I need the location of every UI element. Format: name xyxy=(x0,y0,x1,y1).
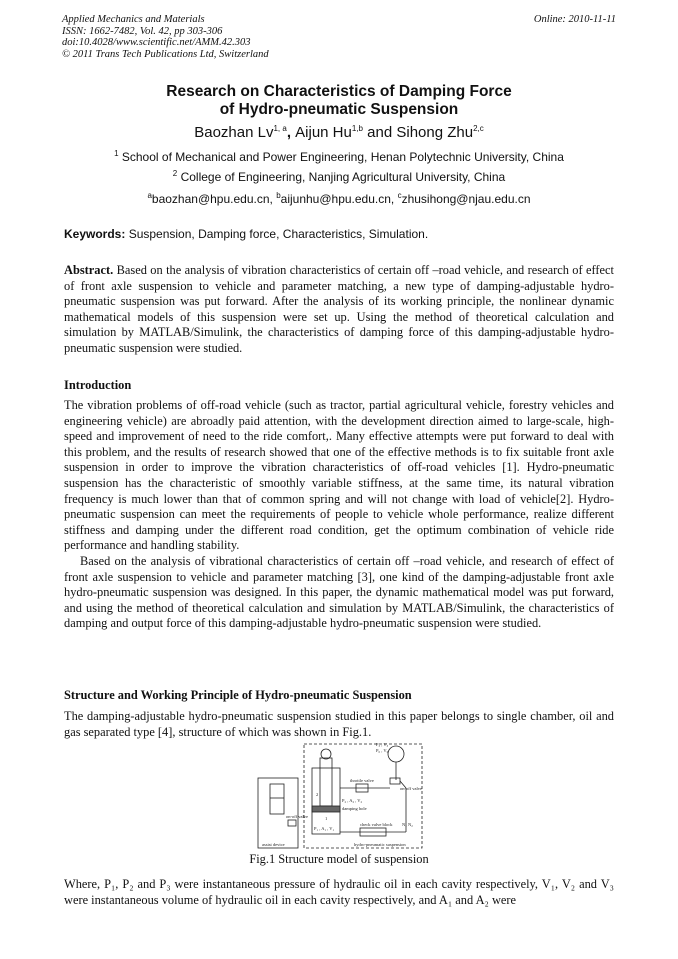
journal-name: Applied Mechanics and Materials xyxy=(62,14,205,25)
piston xyxy=(312,806,340,812)
title-line-2: of Hydro-pneumatic Suspension xyxy=(219,101,459,118)
email-text: aijunhu@hpu.edu.cn, xyxy=(280,192,398,206)
label-p0v0: P₀ , V₀ xyxy=(376,748,389,753)
figure-caption: Fig.1 Structure model of suspension xyxy=(249,852,429,866)
assist-cylinder xyxy=(270,784,284,814)
intro-paragraph-2: Based on the analysis of vibrational characteristics of certain off –road vehicle, and research of effect of front axle suspension to vehicle and parameter matching [3], one kind of the damping-adjustable front axle hydro-pneumatic suspension was designed. In this paper, the dynamic mathematical model was put forward, and using the method of theoretical calculation and simulation by MATLAB/Simulink, the characteristics of damping and output force of this damping-adjustable hydro-pneumatic suspension were studied. xyxy=(64,553,614,631)
email-text: zhusihong@njau.edu.cn xyxy=(401,192,531,206)
main-cylinder xyxy=(312,768,340,834)
author-name: Aijun Hu xyxy=(295,124,352,141)
doi-line: doi:10.4028/www.scientific.net/AMM.42.303 xyxy=(62,37,251,48)
abstract-label: Abstract. xyxy=(64,263,114,277)
label-damping: damping hole xyxy=(342,806,367,811)
author-sup: 1,b xyxy=(351,124,363,133)
email-sup: c xyxy=(397,191,402,200)
copyright-line: © 2011 Trans Tech Publications Ltd, Switzerland xyxy=(62,48,269,60)
label-throttle: throttle valve xyxy=(350,778,374,783)
keywords-text: Suspension, Damping force, Characteristics, Simulation. xyxy=(125,227,429,241)
author-sup: 2,c xyxy=(473,124,484,133)
onoff-valve-left xyxy=(288,820,296,826)
piston-rod xyxy=(320,758,332,806)
accumulator xyxy=(388,746,404,762)
author-sup: 1, a xyxy=(273,124,287,133)
email-sup: b xyxy=(276,191,281,200)
label-num1: 1 xyxy=(325,816,328,821)
intro-heading: Introduction xyxy=(64,378,132,392)
label-p1a1v1: P₁ , A₁ , V₁ xyxy=(314,826,335,831)
affiliation-1 xyxy=(0,150,678,164)
label-hydro: hydro-pneumatic suspension xyxy=(354,842,406,847)
label-p3v3: P₃ , V₃ xyxy=(376,742,389,747)
label-nn: N₁ N₂ xyxy=(402,822,413,827)
label-check: check valve block xyxy=(360,822,393,827)
email-line xyxy=(0,192,678,206)
issn-line: ISSN: 1662-7482, Vol. 42, pp 303-306 xyxy=(62,25,223,37)
onoff-valve-right xyxy=(390,778,400,784)
affiliation-text: School of Mechanical and Power Engineering, Henan Polytechnic University, China xyxy=(121,150,564,164)
label-onoff-left: on-off valve xyxy=(286,814,309,819)
author-name: Baozhan Lv xyxy=(194,124,274,141)
where-paragraph: Where, P₁, P₂ and P₃ were instantaneous pressure of hydraulic oil in each cavity respectively, V₁, V₂ and V₃ were instantaneous volume of hydraulic oil in each cavity respectively, and A₁ and A₂ were xyxy=(64,877,614,907)
figure-1-diagram xyxy=(256,740,426,853)
affiliation-text: College of Engineering, Nanjing Agricultural University, China xyxy=(180,170,506,184)
journal-header xyxy=(62,14,616,60)
affiliation-sup: 2 xyxy=(172,169,178,178)
affiliation-sup: 1 xyxy=(114,149,119,158)
abstract xyxy=(64,263,614,357)
author-separator: and xyxy=(362,124,397,141)
assist-device-box xyxy=(258,778,298,848)
structure-paragraph: The damping-adjustable hydro-pneumatic suspension studied in this paper belongs to single chamber, oil and gas separated type [4], structure of which was shown in Fig.1. xyxy=(64,709,614,739)
email-text: baozhan@hpu.edu.cn, xyxy=(151,192,277,206)
online-date: Online: 2010-11-11 xyxy=(533,14,616,25)
label-p2a2v2: P₂ , A₂ , V₂ xyxy=(342,798,363,803)
intro-paragraph-1: The vibration problems of off-road vehicle (such as tractor, partial agricultural vehicle, forestry vehicles and engineering vehicle) are abroadly paid attention, with the development direction aimed to large-scale, high-speed and improvement of need to the ride comfort,. Many effective attempts were put forward to deal with this problem, and the results of research showed that one of the effective methods is to fix suitable front axle suspension in order to improve the vibration characteristics of off-road vehicles [1]. Hydro-pneumatic suspension has the characteristic of smoothly variable stiffness, at the same time, its natural vibration frequency is much lower than that of common spring and will not change with load of vehicle[2]. Hydro-pneumatic suspension can meet the requirements of people to vehicle whole performance, realize different stiffness and damping under the different road condition, get the optimum combination of vehicle ride performance and handling stability. xyxy=(64,398,614,553)
abstract-text: Based on the analysis of vibration characteristics of certain off –road vehicle, and research of effect of front axle suspension to vehicle and parameter matching, a new type of damping-adjustable hydro-pneumatic suspension was put forward. After the analysis of its working principle, the nonlinear dynamic mathematical models of this suspension were set up. Using the method of theoretical calculation and simulation by MATLAB/Simulink, the characteristics of damping force of this damping-adjustable hydro-pneumatic suspension were studied. xyxy=(64,263,614,355)
intro-body xyxy=(64,398,614,632)
label-num2: 2 xyxy=(316,792,319,797)
keywords-label: Keywords: xyxy=(64,227,126,241)
email-sup: a xyxy=(147,191,152,200)
suspension-box xyxy=(304,744,422,848)
keywords xyxy=(64,227,614,243)
label-assist: assist device xyxy=(262,842,285,847)
structure-heading: Structure and Working Principle of Hydro-pneumatic Suspension xyxy=(64,688,412,702)
affiliation-2 xyxy=(0,170,678,184)
author-list xyxy=(0,124,678,141)
author-separator: , xyxy=(286,124,296,141)
rod-end xyxy=(321,749,331,759)
title-line-1: Research on Characteristics of Damping Force xyxy=(166,83,512,100)
author-name: Sihong Zhu xyxy=(396,124,474,141)
paper-title xyxy=(0,83,678,119)
label-onoff-right: on-off valve xyxy=(400,786,423,791)
